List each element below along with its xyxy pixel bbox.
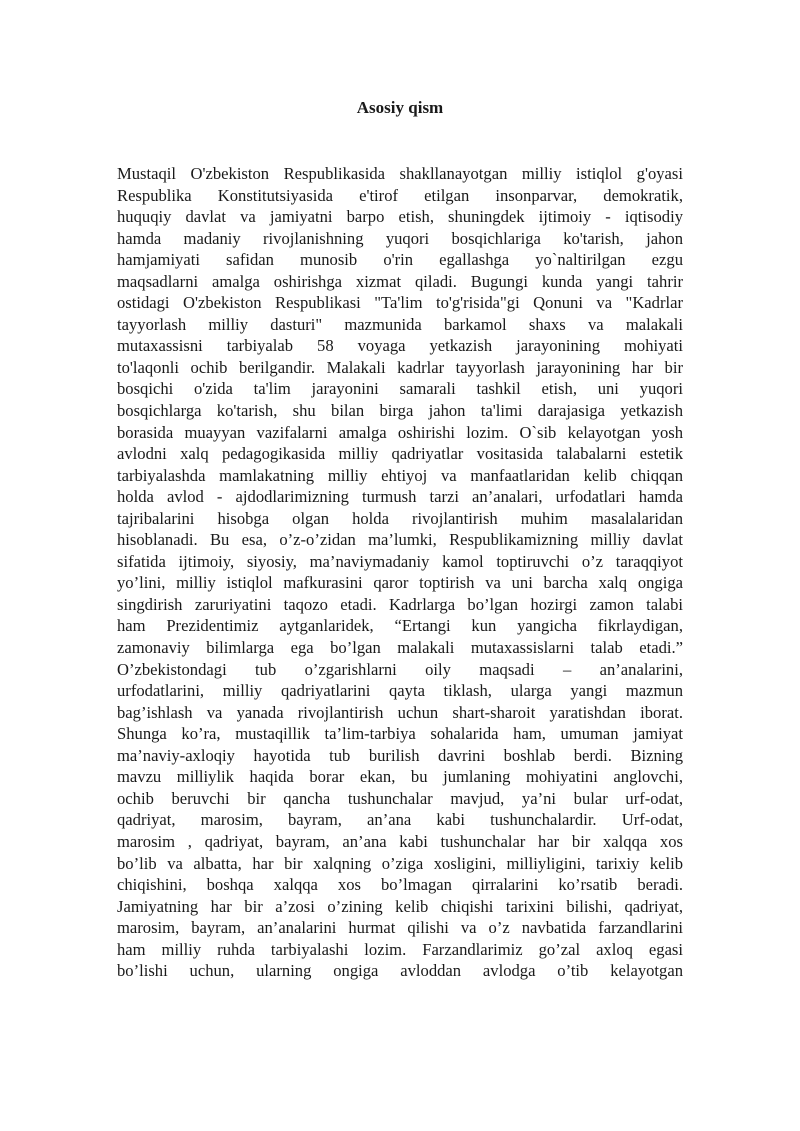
text-line: Respublika Konstitutsiyasida e'tirof etilgan insonparvar, demokratik,: [117, 185, 683, 205]
text-line: hisoblanadi. Bu esa, o’z-o’zidan ma’lumki, Respublikamizning milliy davlat: [117, 530, 683, 550]
text-line: huquqiy davlat va jamiyatni barpo etish, shuningdek ijtimoiy - iqtisodiy: [117, 207, 683, 227]
text-line: yo’lini, milliy istiqlol mafkurasini qaror toptirish va uni barcha xalq ongiga: [117, 573, 683, 593]
text-line: O’zbekistondagi tub o’zgarishlarni oily maqsadi – an’analarini,: [117, 659, 683, 679]
text-line: singdirish zaruriyatini taqozo etadi. Kadrlarga bo’lgan hozirgi zamon talabi: [117, 594, 683, 614]
text-line: avlodni xalq pedagogikasida milliy qadriyatlar vositasida talabalarni estetik: [117, 444, 683, 464]
text-line: Shunga ko’ra, mustaqillik ta’lim-tarbiya sohalarida ham, umuman jamiyat: [117, 724, 683, 744]
text-line: Jamiyatning har bir a’zosi o’zining kelib chiqishi tarixini bilishi, qadriyat,: [117, 896, 683, 916]
text-line: bo’lib va albatta, har bir xalqning o’ziga xosligini, milliyligini, tarixiy kelib: [117, 853, 683, 873]
text-line: Mustaqil O'zbekiston Respublikasida shakllanayotgan milliy istiqlol g'oyasi: [117, 164, 683, 183]
text-line: hamjamiyati safidan munosib o'rin egallashga yo`naltirilgan ezgu: [117, 250, 683, 270]
text-line: sifatida ijtimoiy, siyosiy, ma’naviymadaniy kamol toptiruvchi o’z taraqqiyot: [117, 551, 683, 571]
text-line: ma’naviy-axloqiy hayotida tub burilish davrini boshlab berdi. Bizning: [117, 745, 683, 765]
text-line: urfodatlarini, milliy qadriyatlarini qayta tiklash, ularga yangi mazmun: [117, 681, 683, 701]
text-line: hamda madaniy rivojlanishning yuqori bosqichlariga ko'tarish, jahon: [117, 228, 683, 248]
text-line: zamonaviy bilimlarga ega bo’lgan malakali mutaxassislarni talab etadi.”: [117, 638, 683, 658]
text-line: mavzu milliylik haqida borar ekan, bu jumlaning mohiyatini anglovchi,: [117, 767, 683, 787]
text-line: bag’ishlash va yanada rivojlantirish uchun shart-sharoit yaratishdan iborat.: [117, 702, 683, 722]
text-line: to'laqonli ochib berilgandir. Malakali kadrlar tayyorlash jarayonining har bir: [117, 357, 683, 377]
text-line: qadriyat, marosim, bayram, an’ana kabi tushunchalardir. Urf-odat,: [117, 810, 683, 830]
text-line: ostidagi O'zbekiston Respublikasi "Ta'lim to'g'risida"gi Qonuni va "Kadrlar: [117, 293, 683, 313]
body-paragraph: [117, 163, 683, 982]
text-line: ham Prezidentimiz aytganlaridek, “Ertangi kun yangicha fikrlaydigan,: [117, 616, 683, 636]
text-line: bo’lishi uchun, ularning ongiga avloddan avlodga o’tib kelayotgan: [117, 961, 683, 981]
text-line: holda avlod - ajdodlarimizning turmush tarzi an’analari, urfodatlari hamda: [117, 487, 683, 507]
text-line: tajribalarini hisobga olgan holda rivojlantirish muhim masalalaridan: [117, 508, 683, 528]
text-line: maqsadlarni amalga oshirishga xizmat qiladi. Bugungi kunda yangi tahrir: [117, 271, 683, 291]
text-line: borasida muayyan vazifalarni amalga oshirishi lozim. O`sib kelayotgan yosh: [117, 422, 683, 442]
text-line: bosqichi o'zida ta'lim jarayonini samarali tashkil etish, uni yuqori: [117, 379, 683, 399]
text-line: ham milliy ruhda tarbiyalashi lozim. Farzandlarimiz go’zal axloq egasi: [117, 939, 683, 959]
text-line: mutaxassisni tarbiyalab 58 voyaga yetkazish jarayonining mohiyati: [117, 336, 683, 356]
text-line: bosqichlarga ko'tarish, shu bilan birga jahon ta'limi darajasiga yetkazish: [117, 401, 683, 421]
text-line: tarbiyalashda mamlakatning milliy ehtiyoj va manfaatlaridan kelib chiqqan: [117, 465, 683, 485]
text-line: marosim, bayram, an’analarini hurmat qilishi va o’z navbatida farzandlarini: [117, 918, 683, 938]
text-line: ochib beruvchi bir qancha tushunchalar mavjud, ya’ni bular urf-odat,: [117, 788, 683, 808]
text-line: chiqishini, boshqa xalqqa xos bo’lmagan qirralarini ko’rsatib beradi.: [117, 875, 683, 895]
text-line: tayyorlash milliy dasturi" mazmunida barkamol shaxs va malakali: [117, 314, 683, 334]
page-title: Asosiy qism: [356, 98, 444, 117]
text-line: marosim , qadriyat, bayram, an’ana kabi tushunchalar har bir xalqqa xos: [117, 831, 683, 851]
